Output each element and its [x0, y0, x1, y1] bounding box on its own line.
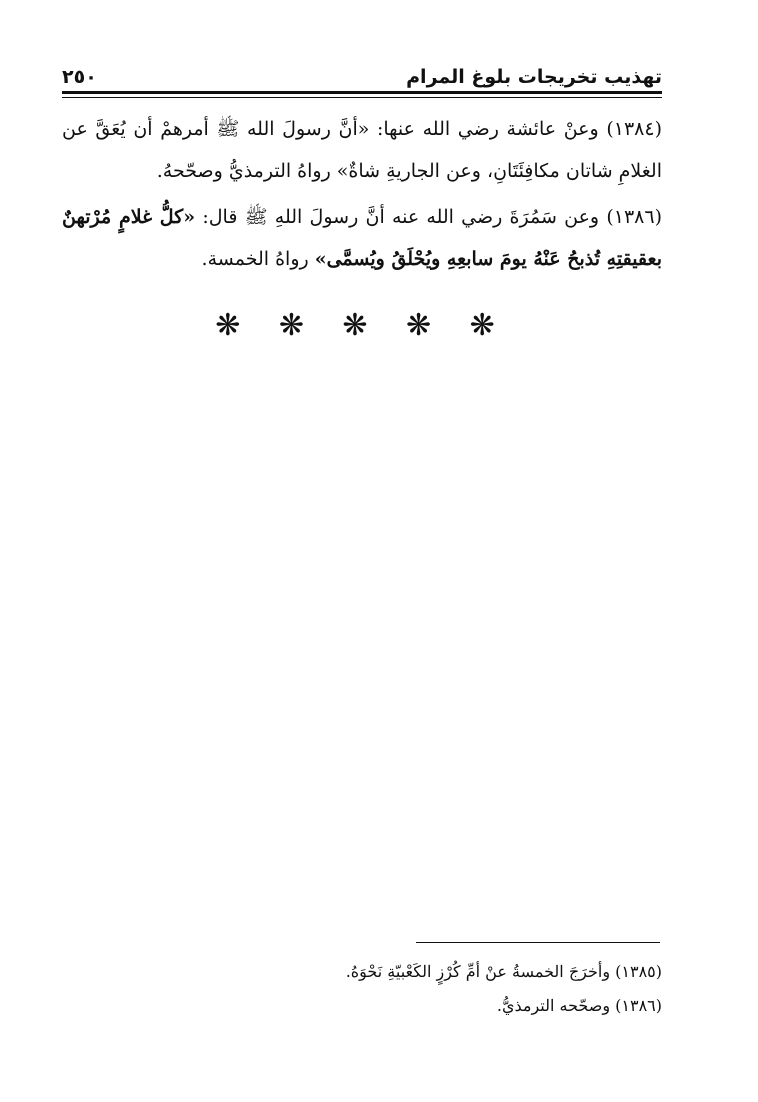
- footnote-rule: [416, 942, 660, 943]
- footnote-1386: (١٣٨٦) وصحّحه الترمذيُّ.: [496, 996, 662, 1015]
- hadith-quote: «كلُّ غلامٍ مُرْتهنٌ بعقيقتِهِ تُذبحُ عَنْهُ يومَ سابعِهِ ويُحْلَقُ ويُسمَّى»: [62, 206, 662, 270]
- header-rule-thick: [62, 91, 662, 94]
- header-rule-thin: [62, 97, 662, 98]
- running-title: تهذيب تخريجات بلوغ المرام: [406, 66, 662, 88]
- page-number: ٢٥٠: [62, 66, 97, 88]
- main-text: [62, 108, 662, 284]
- page-header: [62, 58, 662, 88]
- section-separator: ❋ ❋ ❋ ❋ ❋: [215, 308, 509, 343]
- hadith-tail: رواهُ الخمسة.: [201, 248, 309, 270]
- hadith-number: (١٣٨٤): [606, 118, 662, 140]
- hadith-paragraph-1386: [62, 196, 662, 280]
- hadith-lead: وعن سَمُرَةَ رضي الله عنه أنَّ رسولَ اللهِ ﷺ قال:: [202, 206, 600, 228]
- hadith-text: وعنْ عائشة رضي الله عنها: «أنَّ رسولَ الله ﷺ أمرهمْ أن يُعَقَّ عن الغلامِ شاتان مكافِئَتَانِ، وعن الجاريةِ شاةٌ» رواهُ الترمذيُّ وصحّحهُ.: [62, 118, 662, 182]
- footnote-1385: (١٣٨٥) وأخرَجَ الخمسةُ عنْ أمِّ كُرْزٍ الكَعْبيّةِ نَحْوَهُ.: [345, 962, 662, 981]
- footnotes: [62, 955, 662, 1023]
- hadith-paragraph-1384: [62, 108, 662, 192]
- hadith-number: (١٣٨٦): [606, 206, 662, 228]
